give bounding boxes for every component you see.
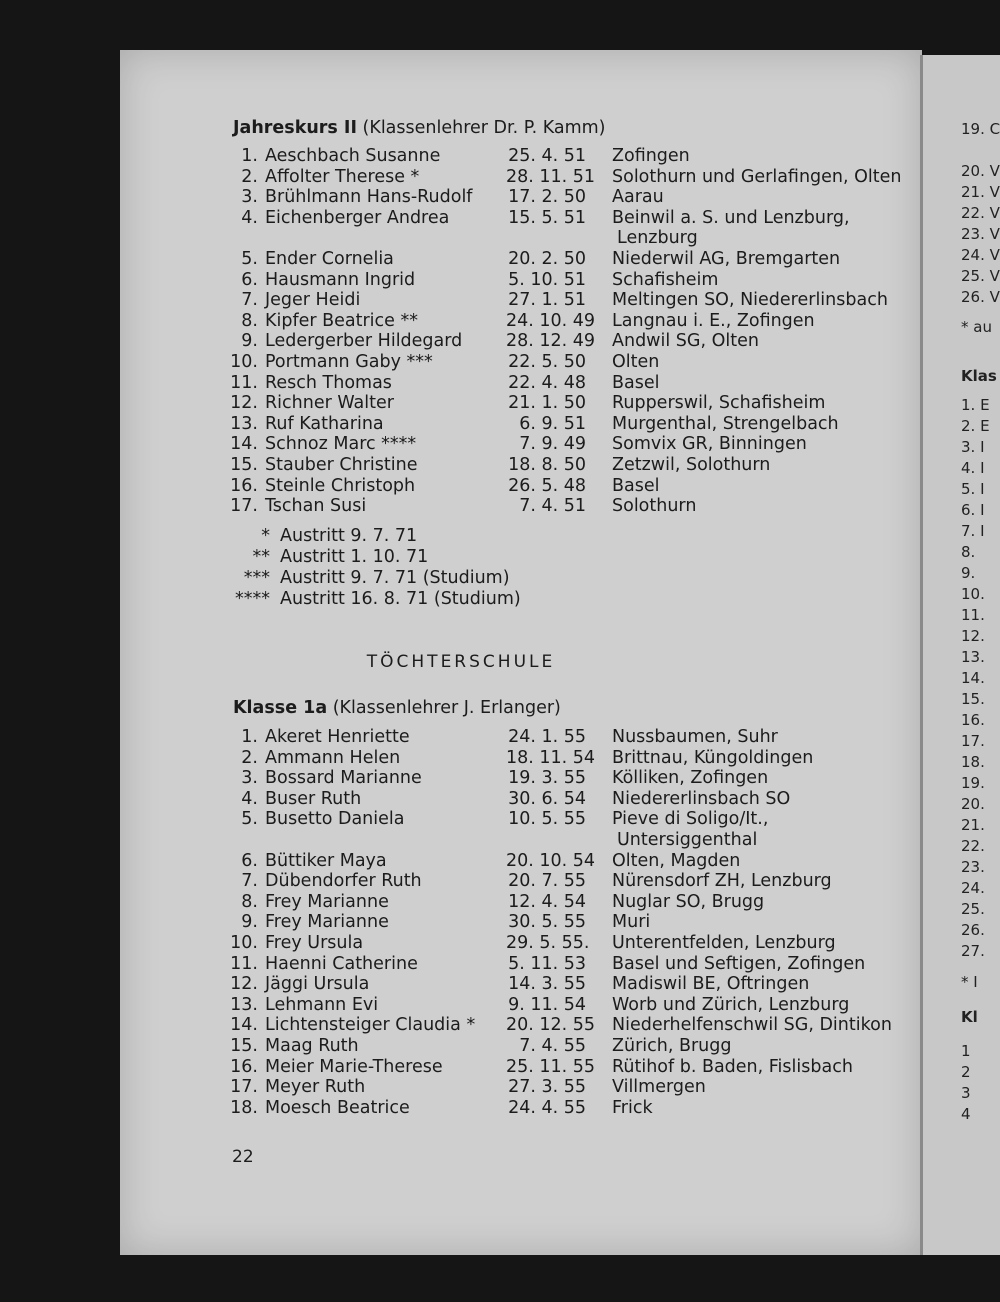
student-place: Beinwil a. S. und Lenzburg,	[612, 207, 850, 228]
student-name: Maag Ruth	[265, 1036, 359, 1056]
student-place: Muri	[612, 912, 651, 933]
edge-line: 4. I	[961, 459, 985, 477]
student-row	[120, 851, 922, 872]
jahreskurs-title: Jahreskurs II	[233, 118, 357, 138]
edge-line: 15.	[961, 690, 985, 708]
edge-line: 17.	[961, 732, 985, 750]
student-name: Meier Marie-Therese	[265, 1056, 443, 1077]
student-number: 14.	[230, 1015, 258, 1036]
birth-date: 18. 11. 54	[506, 747, 596, 768]
edge-line: * I	[961, 973, 978, 991]
student-number: 3.	[241, 187, 258, 208]
footnote-text: Austritt 1. 10. 71	[280, 547, 429, 567]
student-row	[120, 1036, 922, 1057]
student-number: 1.	[241, 727, 258, 747]
student-name: Lehmann Evi	[265, 994, 379, 1015]
student-name: Dübendorfer Ruth	[265, 871, 422, 892]
edge-line: 25.	[961, 900, 985, 918]
edge-line: 1. E	[961, 396, 990, 414]
student-place: Frick	[612, 1097, 653, 1118]
edge-line: 16.	[961, 711, 985, 729]
student-name: Tschan Susi	[265, 496, 367, 517]
student-place: Rupperswil, Schafisheim	[612, 393, 826, 414]
edge-line: Kl	[961, 1008, 978, 1026]
student-number: 16.	[230, 475, 258, 496]
student-name: Jäggi Ursula	[265, 974, 370, 995]
edge-line: 10.	[961, 585, 985, 603]
student-number: 10.	[230, 933, 258, 953]
klasse-heading	[233, 698, 561, 718]
jahreskurs-teacher: (Klassenlehrer Dr. P. Kamm)	[356, 118, 606, 138]
student-row	[120, 892, 922, 913]
section-title: TÖCHTERSCHULE	[366, 652, 556, 672]
birth-date: 9. 11. 54	[508, 994, 586, 1015]
birth-date: 5. 10. 51	[508, 269, 586, 290]
student-place: Villmergen	[612, 1077, 706, 1098]
student-row	[120, 995, 922, 1016]
jahreskurs-place-continuation: Lenzburg	[617, 228, 698, 249]
student-place: Solothurn und Gerlafingen, Olten	[612, 166, 902, 187]
birth-date: 18. 8. 50	[508, 455, 586, 475]
student-number: 7.	[241, 871, 258, 892]
edge-line: 19.	[961, 774, 985, 792]
student-name: Portmann Gaby ***	[265, 352, 433, 372]
student-row	[120, 871, 922, 892]
student-number: 2.	[241, 166, 258, 187]
edge-line: 11.	[961, 606, 985, 624]
next-page-edge	[920, 55, 1000, 1255]
student-name: Brühlmann Hans-Rudolf	[265, 187, 473, 208]
student-number: 4.	[241, 788, 258, 809]
edge-line: 21.	[961, 816, 985, 834]
student-name: Eichenberger Andrea	[265, 207, 450, 228]
student-name: Frey Marianne	[265, 912, 389, 933]
student-name: Aeschbach Susanne	[265, 146, 441, 166]
footnote-star: **	[252, 547, 270, 567]
klasse-place-continuation: Untersiggenthal	[617, 830, 758, 850]
page-number: 22	[232, 1147, 254, 1167]
student-row	[120, 1098, 922, 1119]
birth-date: 24. 1. 55	[508, 727, 586, 747]
student-row	[120, 1015, 922, 1036]
birth-date: 30. 6. 54	[508, 788, 586, 809]
student-number: 7.	[241, 290, 258, 311]
edge-line: 20. V	[961, 162, 1000, 180]
student-place: Basel	[612, 475, 660, 496]
edge-line: 12.	[961, 627, 985, 645]
student-number: 8.	[241, 891, 258, 912]
edge-line: 27.	[961, 942, 985, 960]
edge-line: 3	[961, 1084, 971, 1102]
edge-line: 1	[961, 1042, 971, 1060]
student-row	[120, 455, 922, 476]
student-place: Murgenthal, Strengelbach	[612, 413, 839, 434]
edge-line: 23. V	[961, 225, 1000, 243]
birth-date: 24. 4. 55	[508, 1097, 586, 1118]
student-row	[120, 434, 922, 455]
student-row	[120, 1057, 922, 1078]
edge-line: 23.	[961, 858, 985, 876]
edge-line: 14.	[961, 669, 985, 687]
edge-line: 4	[961, 1105, 971, 1123]
edge-line: 7. I	[961, 522, 985, 540]
student-place: Niederhelfenschwil SG, Dintikon	[612, 1015, 892, 1036]
birth-date: 28. 12. 49	[506, 331, 596, 352]
student-place: Nuglar SO, Brugg	[612, 891, 765, 912]
student-row	[120, 393, 922, 414]
student-name: Steinle Christoph	[265, 475, 416, 496]
student-row	[120, 1077, 922, 1098]
student-number: 15.	[230, 455, 258, 475]
student-number: 18.	[230, 1097, 258, 1118]
birth-date: 12. 4. 54	[508, 891, 586, 912]
footnote-star: ****	[235, 589, 270, 609]
student-place: Olten	[612, 352, 660, 372]
student-number: 5.	[241, 809, 258, 830]
student-name: Ledergerber Hildegard	[265, 331, 463, 352]
edge-line: 3. I	[961, 438, 985, 456]
footnote-text: Austritt 9. 7. 71 (Studium)	[280, 568, 510, 588]
student-row	[120, 809, 922, 830]
document-page	[120, 50, 922, 1255]
footnote-text: Austritt 16. 8. 71 (Studium)	[280, 589, 521, 609]
birth-date: 7. 4. 55	[519, 1036, 586, 1056]
edge-line: 26. V	[961, 288, 1000, 306]
edge-line: 22. V	[961, 204, 1000, 222]
student-name: Resch Thomas	[265, 372, 392, 393]
student-name: Meyer Ruth	[265, 1077, 366, 1098]
birth-date: 7. 4. 51	[519, 496, 586, 517]
birth-date: 17. 2. 50	[508, 187, 586, 208]
student-number: 12.	[230, 393, 258, 414]
footnote-star: ***	[243, 568, 270, 588]
birth-date: 26. 5. 48	[508, 475, 586, 496]
birth-date: 24. 10. 49	[506, 310, 596, 331]
student-place: Brittnau, Küngoldingen	[612, 747, 814, 768]
edge-line: 6. I	[961, 501, 985, 519]
birth-date: 28. 11. 51	[506, 166, 596, 187]
student-name: Ruf Katharina	[265, 413, 384, 434]
student-row	[120, 249, 922, 270]
student-place: Zetzwil, Solothurn	[612, 455, 771, 475]
student-number: 9.	[241, 331, 258, 352]
edge-line: 2. E	[961, 417, 990, 435]
student-place: Zürich, Brugg	[612, 1036, 732, 1056]
birth-date: 30. 5. 55	[508, 912, 586, 933]
student-name: Bossard Marianne	[265, 768, 422, 789]
student-name: Moesch Beatrice	[265, 1097, 410, 1118]
birth-date: 27. 3. 55	[508, 1077, 586, 1098]
student-place: Solothurn	[612, 496, 697, 517]
birth-date: 14. 3. 55	[508, 974, 586, 995]
klasse-teacher: (Klassenlehrer J. Erlanger)	[327, 698, 561, 718]
footnote-star: *	[261, 526, 270, 546]
student-row	[120, 954, 922, 975]
student-name: Ender Cornelia	[265, 249, 394, 269]
student-name: Lichtensteiger Claudia *	[265, 1015, 476, 1036]
student-place: Basel und Seftigen, Zofingen	[612, 953, 866, 974]
student-row	[120, 208, 922, 229]
birth-date: 15. 5. 51	[508, 207, 586, 228]
student-place: Andwil SG, Olten	[612, 331, 759, 352]
student-place: Basel	[612, 372, 660, 393]
student-name: Akeret Henriette	[265, 727, 410, 747]
student-number: 16.	[230, 1056, 258, 1077]
student-name: Buser Ruth	[265, 788, 362, 809]
student-number: 4.	[241, 207, 258, 228]
student-row	[120, 768, 922, 789]
birth-date: 6. 9. 51	[519, 413, 586, 434]
birth-date: 22. 5. 50	[508, 352, 586, 372]
student-place: Madiswil BE, Oftringen	[612, 974, 810, 995]
student-number: 11.	[230, 372, 258, 393]
birth-date: 27. 1. 51	[508, 290, 586, 311]
student-name: Stauber Christine	[265, 455, 418, 475]
student-name: Ammann Helen	[265, 747, 401, 768]
birth-date: 19. 3. 55	[508, 768, 586, 789]
student-row	[120, 496, 922, 517]
birth-date: 22. 4. 48	[508, 372, 586, 393]
edge-line: 20.	[961, 795, 985, 813]
student-row	[120, 352, 922, 373]
student-row	[120, 373, 922, 394]
edge-line: 2	[961, 1063, 971, 1081]
student-row	[120, 789, 922, 810]
student-row	[120, 270, 922, 291]
birth-date: 29. 5. 55.	[506, 933, 590, 953]
student-number: 10.	[230, 352, 258, 372]
student-number: 5.	[241, 249, 258, 269]
student-number: 13.	[230, 413, 258, 434]
student-number: 1.	[241, 146, 258, 166]
student-name: Büttiker Maya	[265, 850, 387, 871]
edge-line: 8.	[961, 543, 976, 561]
edge-line: 13.	[961, 648, 985, 666]
birth-date: 20. 10. 54	[506, 850, 596, 871]
birth-date: 25. 4. 51	[508, 146, 586, 166]
edge-line: 19. C	[961, 120, 1000, 138]
klasse-title: Klasse 1a	[233, 698, 328, 718]
edge-line: 21. V	[961, 183, 1000, 201]
birth-date: 21. 1. 50	[508, 393, 586, 414]
student-name: Hausmann Ingrid	[265, 269, 416, 290]
student-place: Niederwil AG, Bremgarten	[612, 249, 841, 269]
student-place: Langnau i. E., Zofingen	[612, 310, 815, 331]
student-name: Richner Walter	[265, 393, 394, 414]
student-number: 6.	[241, 850, 258, 871]
birth-date: 20. 7. 55	[508, 871, 586, 892]
edge-line: 18.	[961, 753, 985, 771]
student-row	[120, 727, 922, 748]
edge-line: 24.	[961, 879, 985, 897]
student-row	[120, 414, 922, 435]
student-place: Aarau	[612, 187, 664, 208]
student-place: Zofingen	[612, 146, 690, 166]
student-number: 13.	[230, 994, 258, 1015]
student-row	[120, 476, 922, 497]
student-row	[120, 167, 922, 188]
student-name: Frey Marianne	[265, 891, 389, 912]
student-number: 9.	[241, 912, 258, 933]
footnote-text: Austritt 9. 7. 71	[280, 526, 418, 546]
student-row	[120, 748, 922, 769]
student-number: 6.	[241, 269, 258, 290]
student-place: Nussbaumen, Suhr	[612, 727, 778, 747]
birth-date: 7. 9. 49	[519, 434, 586, 455]
student-row	[120, 187, 922, 208]
student-place: Rütihof b. Baden, Fislisbach	[612, 1056, 853, 1077]
edge-line: Klas	[961, 367, 997, 385]
birth-date: 5. 11. 53	[508, 953, 586, 974]
student-place: Worb und Zürich, Lenzburg	[612, 994, 850, 1015]
student-place: Somvix GR, Binningen	[612, 434, 807, 455]
birth-date: 20. 2. 50	[508, 249, 586, 269]
birth-date: 10. 5. 55	[508, 809, 586, 830]
student-name: Schnoz Marc ****	[265, 434, 417, 455]
student-number: 12.	[230, 974, 258, 995]
student-row	[120, 290, 922, 311]
student-place: Nürensdorf ZH, Lenzburg	[612, 871, 832, 892]
student-row	[120, 974, 922, 995]
student-place: Schafisheim	[612, 269, 719, 290]
student-number: 17.	[230, 496, 258, 517]
student-place: Pieve di Soligo/It.,	[612, 809, 769, 830]
student-name: Frey Ursula	[265, 933, 364, 953]
birth-date: 20. 12. 55	[506, 1015, 596, 1036]
student-place: Niedererlinsbach SO	[612, 788, 791, 809]
student-place: Olten, Magden	[612, 850, 741, 871]
student-number: 17.	[230, 1077, 258, 1098]
student-number: 2.	[241, 747, 258, 768]
edge-line: * au	[961, 318, 992, 336]
student-place: Meltingen SO, Niedererlinsbach	[612, 290, 888, 311]
student-name: Busetto Daniela	[265, 809, 405, 830]
student-number: 3.	[241, 768, 258, 789]
birth-date: 25. 11. 55	[506, 1056, 596, 1077]
student-name: Affolter Therese *	[265, 166, 420, 187]
student-row	[120, 146, 922, 167]
student-number: 11.	[230, 953, 258, 974]
student-row	[120, 311, 922, 332]
edge-line: 9.	[961, 564, 976, 582]
student-number: 8.	[241, 310, 258, 331]
student-number: 15.	[230, 1036, 258, 1056]
edge-line: 22.	[961, 837, 985, 855]
student-name: Kipfer Beatrice **	[265, 310, 418, 331]
student-row	[120, 912, 922, 933]
student-place: Kölliken, Zofingen	[612, 768, 769, 789]
edge-line: 25. V	[961, 267, 1000, 285]
edge-line: 26.	[961, 921, 985, 939]
edge-line: 24. V	[961, 246, 1000, 264]
student-name: Jeger Heidi	[265, 290, 361, 311]
jahreskurs-heading	[233, 118, 606, 138]
student-number: 14.	[230, 434, 258, 455]
student-name: Haenni Catherine	[265, 953, 418, 974]
student-row	[120, 331, 922, 352]
student-row	[120, 933, 922, 954]
student-place: Unterentfelden, Lenzburg	[612, 933, 836, 953]
edge-line: 5. I	[961, 480, 985, 498]
